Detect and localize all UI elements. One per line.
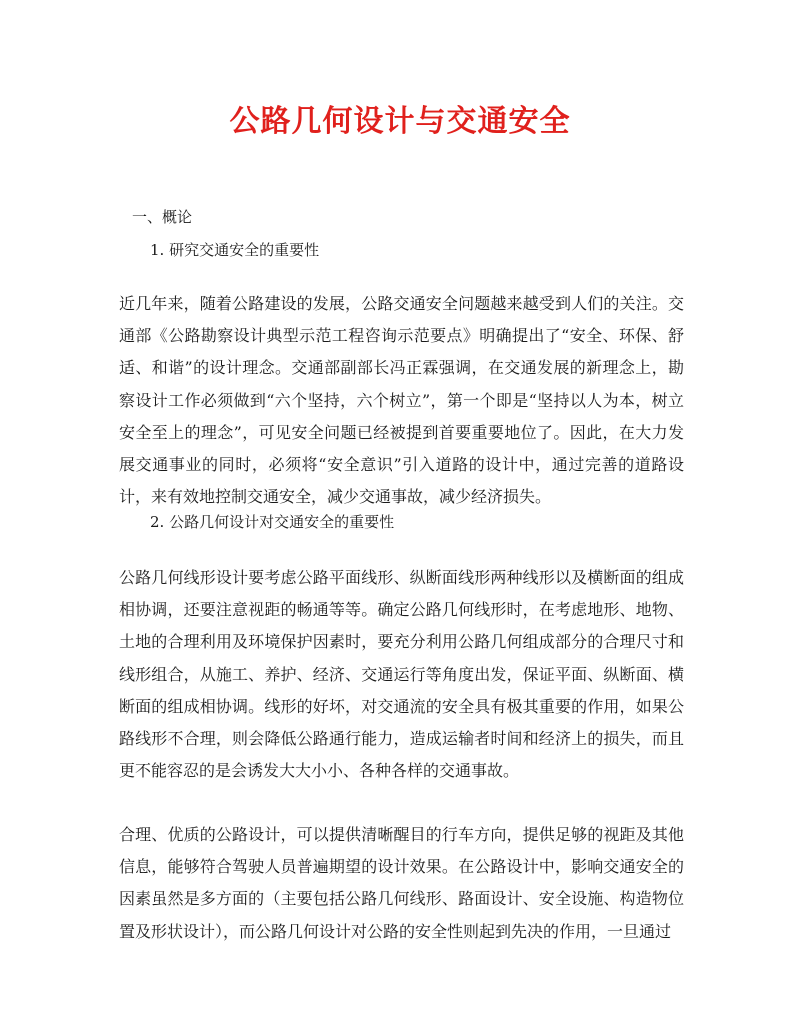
paragraph-1: 近几年来，随着公路建设的发展，公路交通安全问题越来越受到人们的关注。交通部《公路勘察设计典型示范工程咨询示范要点》明确提出了“安全、环保、舒适、和谐”的设计理念。交通部副部长冯正霖强调，在交通发展的新理念上，勘察设计工作必须做到“六个坚持，六个树立”，第一个即是“坚持以人为本，树立安全至上的理念”，可见安全问题已经被提到首要重要地位了。因此，在大力发展交通事业的同时，必须将“安全意识”引入道路的设计中，通过完善的道路设计，来有效地控制交通安全，减少交通事故，减少经济损失。 [119,294,684,507]
subsection-heading-geometric-design: 2. 公路几何设计对交通安全的重要性 [150,513,395,531]
subsection-heading-importance: 1. 研究交通安全的重要性 [150,241,320,259]
section-heading-overview: 一、概论 [132,208,193,226]
paragraph-3: 合理、优质的公路设计，可以提供清晰醒目的行车方向，提供足够的视距及其他信息，能够符合驾驶人员普遍期望的设计效果。在公路设计中，影响交通安全的因素虽然是多方面的（主要包括公路几何线形、路面设计、安全设施、构造物位置及形状设计），而公路几何设计对公路的安全性则起到先决的作用，一旦通过 [119,825,684,941]
document-title: 公路几何设计与交通安全 [229,104,571,139]
paragraph-2: 公路几何线形设计要考虑公路平面线形、纵断面线形两种线形以及横断面的组成相协调，还要注意视距的畅通等等。确定公路几何线形时，在考虑地形、地物、土地的合理利用及环境保护因素时，要充分利用公路几何组成部分的合理尺寸和线形组合，从施工、养护、经济、交通运行等角度出发，保证平面、纵断面、横断面的组成相协调。线形的好坏，对交通流的安全具有极其重要的作用，如果公路线形不合理，则会降低公路通行能力，造成运输者时间和经济上的损失，而且更不能容忍的是会诱发大大小小、各种各样的交通事故。 [119,568,684,781]
